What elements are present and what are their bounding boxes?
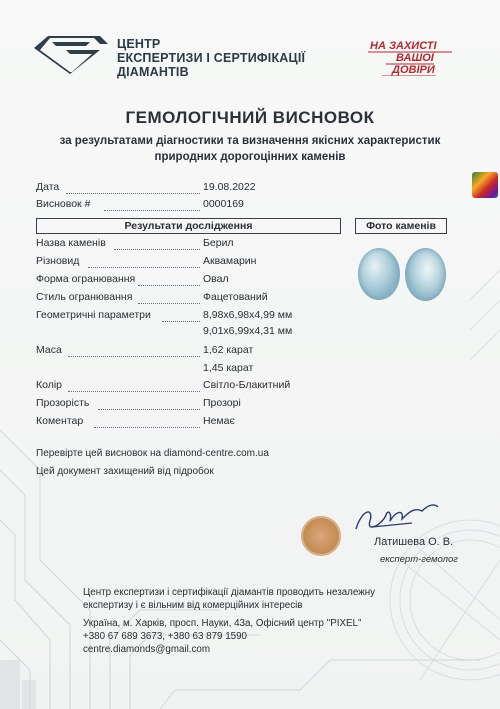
dot-leader xyxy=(66,192,200,194)
org-name-line: ЕКСПЕРТИЗИ І СЕРТИФІКАЦІЇ xyxy=(117,51,306,65)
date-value: 19.08.2022 xyxy=(203,181,256,193)
dot-leader xyxy=(138,302,200,304)
result-value: 8,98x6,98x4,99 мм xyxy=(203,309,293,321)
expert-role: експерт-гемолог xyxy=(380,554,458,565)
expert-name: Латишева О. В. xyxy=(374,536,454,548)
result-row xyxy=(36,309,151,321)
footer-phones: +380 67 689 3673, +380 63 879 1590 xyxy=(83,631,247,642)
result-value: 9,01x6,99x4,31 мм xyxy=(203,325,293,337)
result-value: Овал xyxy=(203,273,229,285)
dot-leader xyxy=(68,355,200,357)
result-label: Назва каменів xyxy=(36,237,106,249)
result-row xyxy=(36,237,106,249)
result-value: Немає xyxy=(203,415,235,427)
result-row xyxy=(36,255,79,267)
footer-email: centre.diamonds@gmail.com xyxy=(83,644,211,655)
footer-line: Центр експертизи і сертифікації діамантів проводить незалежну xyxy=(83,587,376,598)
result-row xyxy=(36,379,62,391)
org-name-line: ЦЕНТР xyxy=(117,37,161,51)
subtitle-line: за результатами діагностики та визначення якісних характеристик xyxy=(59,135,441,147)
motto-stamp xyxy=(356,40,456,76)
dot-leader xyxy=(98,408,200,410)
hologram-sticker xyxy=(472,172,498,198)
protection-note: Цей документ захищений від підробок xyxy=(36,466,214,477)
result-label: Стиль огранювання xyxy=(36,291,133,303)
results-header: Результати дослідження xyxy=(36,218,341,234)
motto-line: НА ЗАХИСТІ xyxy=(370,40,437,52)
dot-leader xyxy=(162,320,200,322)
result-label: Коментар xyxy=(36,415,84,427)
result-label: Маса xyxy=(36,344,62,356)
subtitle-line: природних дорогоцінних каменів xyxy=(154,151,346,163)
document-title: ГЕМОЛОГІЧНИЙ ВИСНОВОК xyxy=(125,108,375,127)
result-value: Берил xyxy=(203,237,234,249)
report-number-label: Висновок # xyxy=(36,198,91,210)
result-row xyxy=(36,397,89,409)
org-name-line: ДІАМАНТІВ xyxy=(117,65,189,79)
result-row xyxy=(36,273,135,285)
document-subtitle xyxy=(0,133,500,165)
result-row xyxy=(36,415,83,427)
result-value: Прозорі xyxy=(203,397,241,409)
dot-leader xyxy=(104,209,200,211)
dot-leader xyxy=(94,426,200,428)
report-number-row xyxy=(36,198,90,210)
result-value: Фацетований xyxy=(203,291,268,303)
dot-leader xyxy=(88,266,200,268)
verification-note: Перевірте цей висновок на diamond-centre.com.ua xyxy=(36,448,269,459)
result-label: Прозорість xyxy=(36,397,90,409)
result-row xyxy=(36,291,132,303)
result-value: Аквамарин xyxy=(203,255,257,267)
dot-leader xyxy=(114,248,200,250)
result-value: Світло-Блакитний xyxy=(203,379,291,391)
signature-graphic xyxy=(352,503,442,537)
result-label: Різновид xyxy=(36,255,80,267)
result-row xyxy=(36,344,62,356)
gem-photo-2 xyxy=(405,248,446,301)
motto-line: ДОВІРИ xyxy=(392,64,435,76)
date-label: Дата xyxy=(36,181,60,193)
gem-photo-1 xyxy=(358,248,400,300)
certification-seal xyxy=(301,516,341,556)
dot-leader xyxy=(138,284,200,286)
motto-line: ВАШОЇ xyxy=(396,52,434,64)
result-label: Геометричні параметри xyxy=(36,309,151,321)
result-label: Колір xyxy=(36,379,63,391)
result-value: 1,62 карат xyxy=(203,344,254,356)
result-value: 1,45 карат xyxy=(203,362,254,374)
company-logo xyxy=(34,34,108,79)
footer-address: Україна, м. Харків, просп. Науки, 43а, Офісний центр "PIXEL" xyxy=(83,618,362,629)
organization-name xyxy=(117,37,305,79)
photo-header: Фото каменів xyxy=(355,218,447,234)
footer-line: експертизу і є вільним від комерційних інтересів xyxy=(83,600,303,611)
date-row xyxy=(36,181,59,193)
report-number-value: 0000169 xyxy=(203,198,244,210)
dot-leader xyxy=(68,390,200,392)
result-label: Форма огранювання xyxy=(36,273,136,285)
